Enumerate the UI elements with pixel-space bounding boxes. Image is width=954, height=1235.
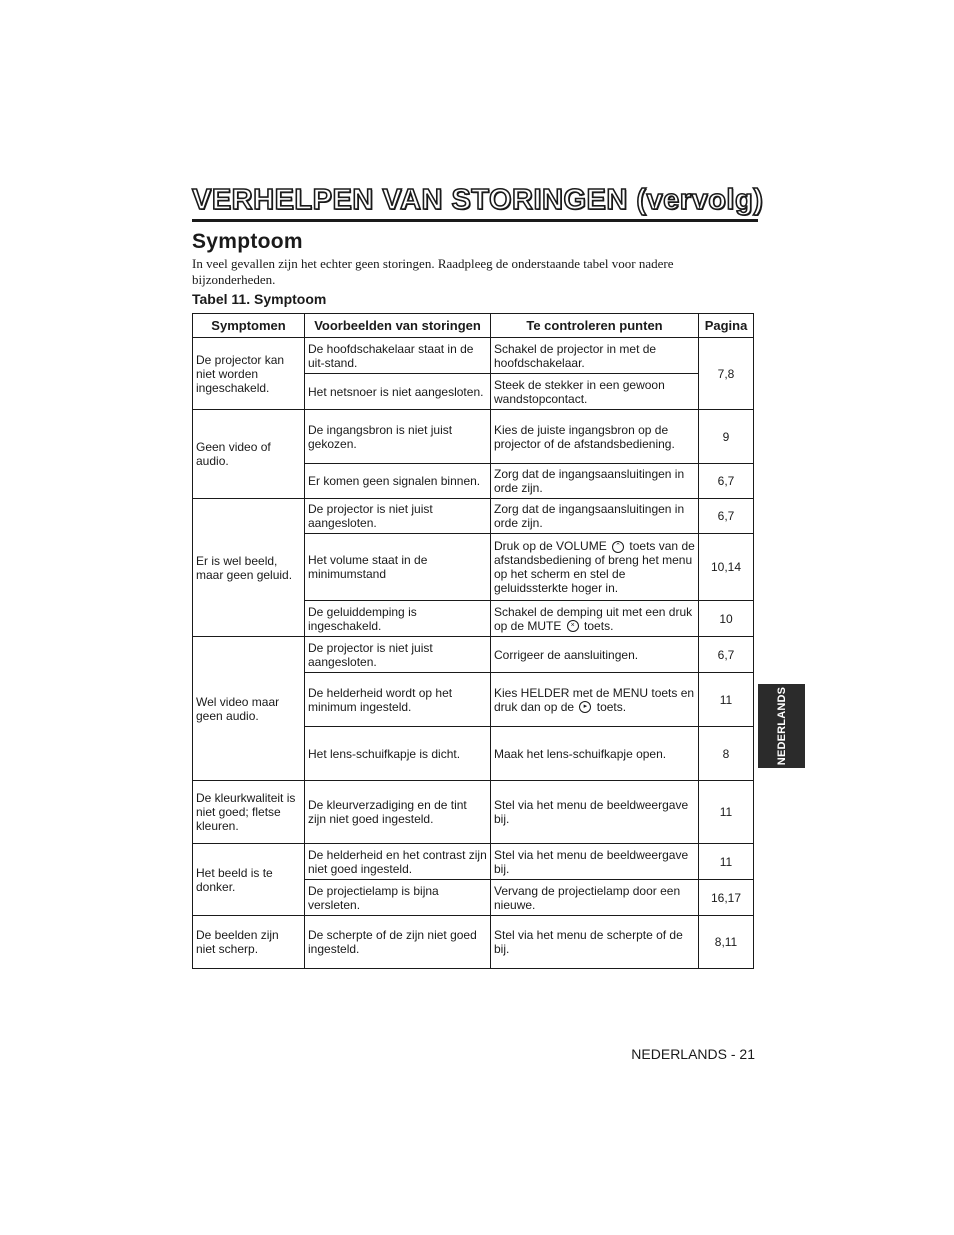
symptom-cell: Wel video maar geen audio. [193, 637, 305, 781]
title-rule [192, 219, 758, 222]
check-cell: Stel via het menu de beeldweergave bij. [491, 781, 699, 844]
check-cell: Stel via het menu de beeldweergave bij. [491, 844, 699, 880]
check-text: toets van de afstandsbediening of breng het menu op het scherm en stel de geluidssterkte hoger in. [494, 539, 695, 595]
header-page: Pagina [699, 314, 754, 338]
example-cell: De geluiddemping is ingeschakeld. [305, 601, 491, 637]
page-cell: 11 [699, 844, 754, 880]
symptom-cell: De kleurkwaliteit is niet goed; fletse kleuren. [193, 781, 305, 844]
table-header-row [193, 314, 754, 338]
check-cell: Zorg dat de ingangsaansluitingen in orde zijn. [491, 464, 699, 499]
table-row [193, 637, 754, 673]
right-arrow-icon: ▸ [579, 701, 591, 713]
table-row [193, 410, 754, 464]
page-cell: 11 [699, 673, 754, 727]
page-cell: 6,7 [699, 499, 754, 534]
side-tab-label: NEDERLANDS [775, 686, 788, 766]
example-cell: Het lens-schuifkapje is dicht. [305, 727, 491, 781]
table-row [193, 916, 754, 969]
symptom-cell: Geen video of audio. [193, 410, 305, 499]
page-cell: 7,8 [699, 338, 754, 410]
table-row [193, 844, 754, 880]
page-cell: 8 [699, 727, 754, 781]
check-cell [491, 534, 699, 601]
example-cell: De kleurverzadiging en de tint zijn niet goed ingesteld. [305, 781, 491, 844]
check-cell: Maak het lens-schuifkapje open. [491, 727, 699, 781]
example-cell: De projector is niet juist aangesloten. [305, 637, 491, 673]
check-cell: Vervang de projectielamp door een nieuwe. [491, 880, 699, 916]
check-cell [491, 673, 699, 727]
example-cell: De scherpte of de zijn niet goed ingesteld. [305, 916, 491, 969]
example-cell: De projectielamp is bijna versleten. [305, 880, 491, 916]
symptom-cell: Er is wel beeld, maar geen geluid. [193, 499, 305, 637]
intro-text: In veel gevallen zijn het echter geen storingen. Raadpleeg de onderstaande tabel voor nadere bijzonderheden. [192, 256, 674, 287]
check-cell: Schakel de projector in met de hoofdschakelaar. [491, 338, 699, 374]
example-cell: Het volume staat in de minimumstand [305, 534, 491, 601]
check-text: Druk op de VOLUME [494, 539, 607, 553]
table-caption: Tabel 11. Symptoom [192, 291, 327, 307]
example-cell: De hoofdschakelaar staat in de uit-stand. [305, 338, 491, 374]
symptom-cell: De beelden zijn niet scherp. [193, 916, 305, 969]
page-cell: 11 [699, 781, 754, 844]
example-cell: Het netsnoer is niet aangesloten. [305, 374, 491, 410]
section-heading: Symptoom [192, 230, 303, 253]
header-example: Voorbeelden van storingen [305, 314, 491, 338]
check-cell: Zorg dat de ingangsaansluitingen in orde zijn. [491, 499, 699, 534]
table-row [193, 781, 754, 844]
volume-up-icon: ⌃ [612, 541, 624, 553]
example-cell: De helderheid wordt op het minimum ingesteld. [305, 673, 491, 727]
page-cell: 10 [699, 601, 754, 637]
page-cell: 6,7 [699, 637, 754, 673]
symptom-cell: Het beeld is te donker. [193, 844, 305, 916]
check-text: Schakel de demping uit met een druk op de MUTE [494, 604, 693, 633]
page-cell: 9 [699, 410, 754, 464]
language-side-tab [758, 684, 805, 768]
table-row [193, 499, 754, 534]
example-cell: De helderheid en het contrast zijn niet goed ingesteld. [305, 844, 491, 880]
page-cell: 10,14 [699, 534, 754, 601]
page-cell: 16,17 [699, 880, 754, 916]
check-cell: Stel via het menu de scherpte of de bij. [491, 916, 699, 969]
page-footer: NEDERLANDS - 21 [631, 1046, 755, 1062]
check-cell [491, 601, 699, 637]
page-title: VERHELPEN VAN STORINGEN (vervolg) [192, 184, 764, 216]
header-check: Te controleren punten [491, 314, 699, 338]
header-symptom: Symptomen [193, 314, 305, 338]
example-cell: Er komen geen signalen binnen. [305, 464, 491, 499]
check-text: Kies HELDER met de MENU toets en druk dan op de [494, 685, 695, 714]
symptom-cell: De projector kan niet worden ingeschakeld. [193, 338, 305, 410]
check-text: toets. [584, 618, 614, 633]
table-row [193, 338, 754, 374]
symptom-table [192, 313, 754, 969]
check-cell: Steek de stekker in een gewoon wandstopcontact. [491, 374, 699, 410]
check-text: toets. [596, 699, 627, 714]
example-cell: De ingangsbron is niet juist gekozen. [305, 410, 491, 464]
example-cell: De projector is niet juist aangesloten. [305, 499, 491, 534]
mute-icon: × [567, 620, 579, 632]
page-cell: 8,11 [699, 916, 754, 969]
page-cell: 6,7 [699, 464, 754, 499]
check-cell: Corrigeer de aansluitingen. [491, 637, 699, 673]
check-cell: Kies de juiste ingangsbron op de projector of de afstandsbediening. [491, 410, 699, 464]
